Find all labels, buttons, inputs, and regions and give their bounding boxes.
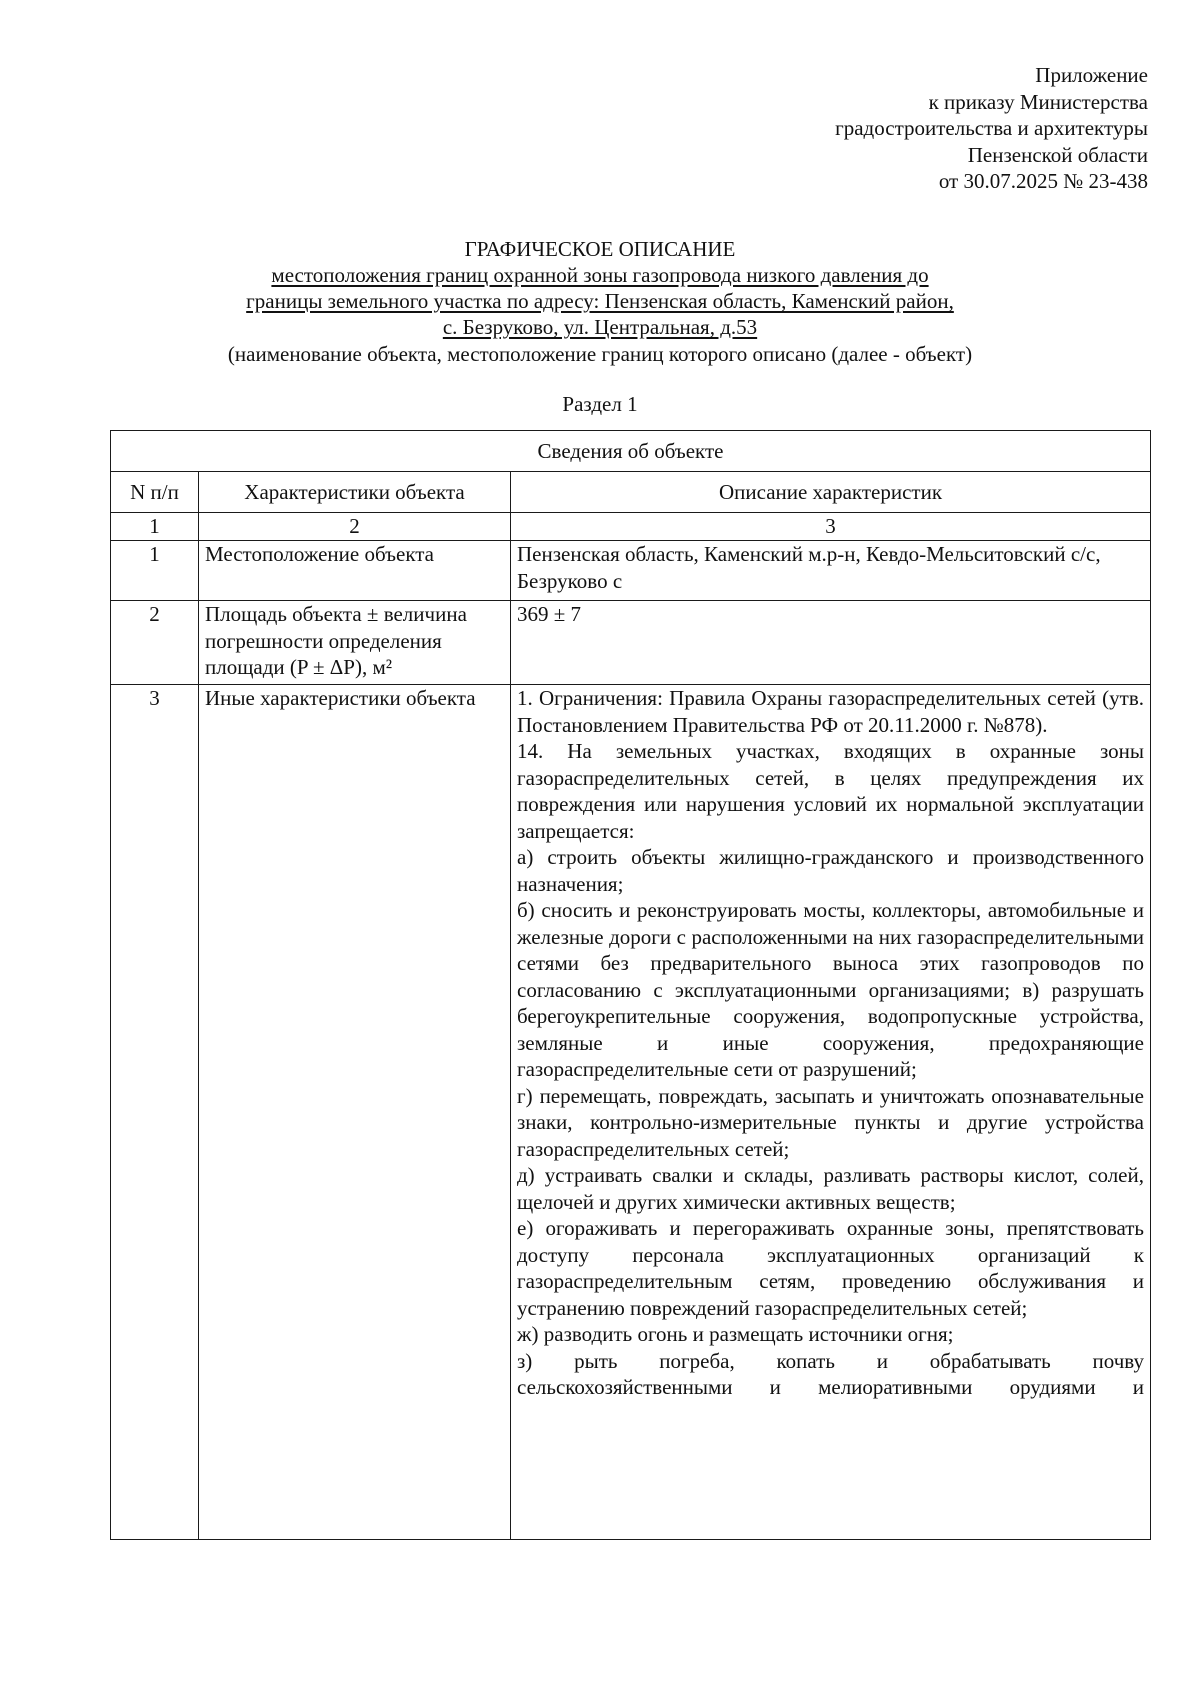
restriction-paragraph: 14. На земельных участках, входящих в охранные зоны газораспределительных сетей, в целях предупреждения их повреждения или нарушения условий их нормальной эксплуатации запрещается:: [517, 739, 1144, 843]
approval-line: к приказу Министерства: [928, 89, 1148, 114]
table-row: [111, 685, 1151, 1540]
approval-stamp: [835, 62, 1148, 195]
row-value: Пензенская область, Каменский м.р-н, Кевдо-Мельситовский с/с, Безруково с: [511, 541, 1151, 601]
row-characteristic: Площадь объекта ± величина погрешности определения площади (P ± ΔP), м²: [199, 601, 511, 685]
restriction-paragraph: г) перемещать, повреждать, засыпать и уничтожать опознавательные знаки, контрольно-измерительные пункты и другие устройства газораспределительных сетей;: [517, 1083, 1144, 1161]
restriction-paragraph: ж) разводить огонь и размещать источники огня;: [517, 1322, 954, 1346]
object-caption: (наименование объекта, местоположение границ которого описано (далее - объект): [227, 342, 973, 366]
column-number-cell: 3: [511, 513, 1151, 541]
row-characteristic: Иные характеристики объекта: [199, 685, 511, 1540]
approval-line: Приложение: [1035, 63, 1148, 87]
column-number-cell: 2: [199, 513, 511, 541]
object-info-table: [110, 430, 1151, 1540]
header-cell-description: Описание характеристик: [511, 472, 1151, 513]
approval-line: Пензенской области: [967, 142, 1148, 167]
row-number: 2: [111, 601, 199, 685]
restriction-paragraph: а) строить объекты жилищно-гражданского и производственного назначения;: [517, 845, 1144, 896]
document-title: [110, 236, 1090, 367]
row-characteristic: Местоположение объекта: [199, 541, 511, 601]
row-value: 369 ± 7: [511, 601, 1151, 685]
header-cell-characteristic: Характеристики объекта: [199, 472, 511, 513]
restriction-paragraph: б) сносить и реконструировать мосты, коллекторы, автомобильные и железные дороги с расположенными на них газораспределительными сетями без предварительного выноса этих газопроводов по согласованию с эксплуатационными организациями; в) разрушать берегоукрепительные сооружения, водопропускные устройства, земляные и иные сооружения, предохраняющие газораспределительные сети от разрушений;: [517, 898, 1144, 1081]
object-name-line: с. Безруково, ул. Центральная, д.53: [442, 315, 758, 339]
table-caption: Сведения об объекте: [111, 431, 1151, 472]
approval-date-number: от 30.07.2025 № 23-438: [938, 169, 1148, 193]
row-number: 1: [111, 541, 199, 601]
restriction-paragraph: д) устраивать свалки и склады, разливать растворы кислот, солей, щелочей и других химически активных веществ;: [517, 1163, 1144, 1214]
table-row: [111, 541, 1151, 601]
restriction-paragraph: з) рыть погреба, копать и обрабатывать почву сельскохозяйственными и мелиоративными орудиями и: [517, 1348, 1144, 1399]
header-cell-number: N п/п: [111, 472, 199, 513]
title-heading: ГРАФИЧЕСКОЕ ОПИСАНИЕ: [464, 237, 736, 261]
object-name-line: местоположения границ охранной зоны газопровода низкого давления до: [271, 263, 929, 287]
row-value: [511, 685, 1151, 1540]
row-number: 3: [111, 685, 199, 1540]
approval-line: градостроительства и архитектуры: [835, 116, 1148, 140]
table-row: [111, 601, 1151, 685]
object-name-line: границы земельного участка по адресу: Пензенская область, Каменский район,: [246, 289, 954, 313]
section-label: Раздел 1: [562, 392, 638, 416]
column-number-cell: 1: [111, 513, 199, 541]
restriction-paragraph: 1. Ограничения: Правила Охраны газораспределительных сетей (утв. Постановлением Правительства РФ от 20.11.2000 г. №878).: [517, 686, 1144, 737]
restriction-paragraph: е) огораживать и перегораживать охранные зоны, препятствовать доступу персонала эксплуатационных организаций к газораспределительным сетям, проведению обслуживания и устранению повреждений газораспределительных сетей;: [517, 1216, 1144, 1320]
